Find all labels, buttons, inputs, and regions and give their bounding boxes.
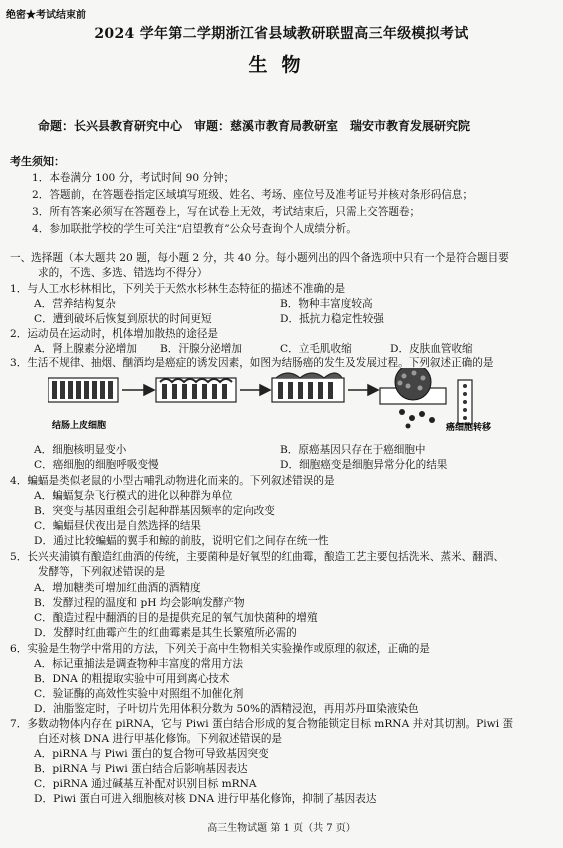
option: D．皮肤血管收缩 (390, 343, 473, 355)
subject-title: 生物 (248, 54, 315, 76)
option: A．细胞核明显变小 (34, 444, 127, 456)
question-stem-cont: 发酵等，下列叙述错误的是 (38, 566, 166, 578)
option: A．piRNA 与 Piwi 蛋白的复合物可导致基因突变 (34, 748, 269, 760)
notice-heading: 考生须知： (10, 155, 65, 168)
question-stem-cont: 白还对核 DNA 进行甲基化修饰。下列叙述错误的是 (38, 733, 283, 745)
stage-proliferation (156, 378, 236, 402)
option: B．发酵过程的温度和 pH 均会影响发酵产物 (34, 597, 245, 609)
option: D．油脂鉴定时，子叶切片先用体积分数为 50%的酒精浸泡，再用苏丹Ⅲ染液染色 (34, 703, 419, 715)
exam-title: 2024 学年第二学期浙江省县域教研联盟高三年级模拟考试 (94, 26, 469, 42)
option: C．验证酶的高效性实验中对照组不加催化剂 (34, 688, 244, 700)
question-stem: 6．实验是生物学中常用的方法，下列关于高中生物相关实验操作或原理的叙述，正确的是 (10, 643, 430, 655)
question-stem: 7．多数动物体内存在 piRNA，它与 Piwi 蛋白结合形成的复合物能锁定目标 mRNA 并对其切割。Piwi 蛋 (10, 718, 514, 730)
option: B．突变与基因重组会引起种群基因频率的定向改变 (34, 505, 275, 517)
section-heading-cont: 求的，不选、多选、错选均不得分） (38, 267, 208, 279)
option: A．增加糖类可增加红曲酒的酒精度 (34, 582, 201, 594)
figure-label-normal: 结肠上皮细胞 (52, 421, 107, 431)
option: D．抵抗力稳定性较强 (280, 313, 384, 325)
blood-vessel (458, 380, 472, 424)
arrow-icon (240, 385, 270, 395)
arrow-icon (348, 385, 378, 395)
arrow-icon (122, 385, 154, 395)
stage-normal-cells (48, 378, 118, 402)
figure-label-metastasis: 癌细胞转移 (446, 423, 492, 432)
question-stem: 1．与人工水杉林相比，下列关于天然水杉林生态特征的描述不准确的是 (10, 283, 346, 295)
option: B．piRNA 与 Piwi 蛋白结合后影响基因表达 (34, 763, 248, 775)
question-stem: 2．运动员在运动时，机体增加散热的途径是 (10, 328, 219, 340)
option: A．标记重捕法是调查物种丰富度的常用方法 (34, 658, 243, 670)
notice-item: 1．本卷满分 100 分，考试时间 90 分钟； (32, 172, 235, 184)
option: D．Piwi 蛋白可进入细胞核对核 DNA 进行甲基化修饰，抑制了基因表达 (34, 793, 377, 805)
option: B．DNA 的粗提取实验中可用到离心技术 (34, 673, 230, 685)
question-stem: 3．生活不规律、抽烟、酗酒均是癌症的诱发因素，如图为结肠癌的发生及发展过程。下列叙述正确的是 (10, 357, 494, 369)
colon-cancer-figure (48, 368, 518, 432)
secret-mark: 绝密★考试结束前 (6, 10, 86, 21)
option: C．癌细胞的细胞呼吸变慢 (34, 459, 159, 471)
notice-item: 2．答题前，在答题卷指定区域填写班级、姓名、考场、座位号及准考证号并核对条形码信息； (32, 189, 474, 201)
option: A．营养结构复杂 (34, 298, 116, 310)
option: A．肾上腺素分泌增加 (34, 343, 137, 355)
option: B．原癌基因只存在于癌细胞中 (280, 444, 426, 456)
option: C．酿造过程中翻酒的目的是提供充足的氧气加快菌种的增殖 (34, 612, 318, 624)
option: D．发酵时红曲霉产生的红曲霉素是其生长繁殖所必需的 (34, 627, 297, 639)
notice-item: 4．参加联批学校的学生可关注“启望教育”公众号查询个人成绩分析。 (32, 223, 357, 235)
option: D．细胞癌变是细胞异常分化的结果 (280, 459, 448, 471)
section-heading: 一、选择题（本大题共 20 题，每小题 2 分，共 40 分。每小题列出的四个备选项中只有一个是符合题目要 (10, 252, 509, 264)
notice-item: 3．所有答案必须写在答题卷上，写在试卷上无效，考试结束后，只需上交答题卷； (32, 206, 421, 218)
option: C．蝙蝠昼伏夜出是自然选择的结果 (34, 520, 202, 532)
question-stem: 4．蝙蝠是类似老鼠的小型古哺乳动物进化而来的。下列叙述错误的是 (10, 475, 335, 487)
colon-cancer-diagram (48, 368, 518, 432)
credits-line: 命题：长兴县教育研究中心 审题：慈溪市教育局教研室 瑞安市教育发展研究院 (38, 119, 471, 133)
stage-tumor (380, 368, 446, 429)
option: C．piRNA 通过碱基互补配对识别目标 mRNA (34, 778, 257, 790)
page-footer: 高三生物试题 第 1 页（共 7 页） (207, 823, 356, 834)
stage-adenoma (272, 373, 344, 402)
option: B．物种丰富度较高 (280, 298, 373, 310)
option: C．遭到破坏后恢复到原状的时间更短 (34, 313, 212, 325)
option: C．立毛肌收缩 (280, 343, 352, 355)
option: A．蝙蝠复杂飞行模式的进化以种群为单位 (34, 490, 233, 502)
question-stem: 5．长兴夹浦镇有酿造红曲酒的传统，主要菌种是好氧型的红曲霉，酿造工艺主要包括洗米、蒸米、翻酒、 (10, 551, 505, 563)
option: D．通过比较蝙蝠的翼手和鲸的前肢，说明它们之间存在统一性 (34, 535, 329, 547)
option: B．汗腺分泌增加 (160, 343, 242, 355)
